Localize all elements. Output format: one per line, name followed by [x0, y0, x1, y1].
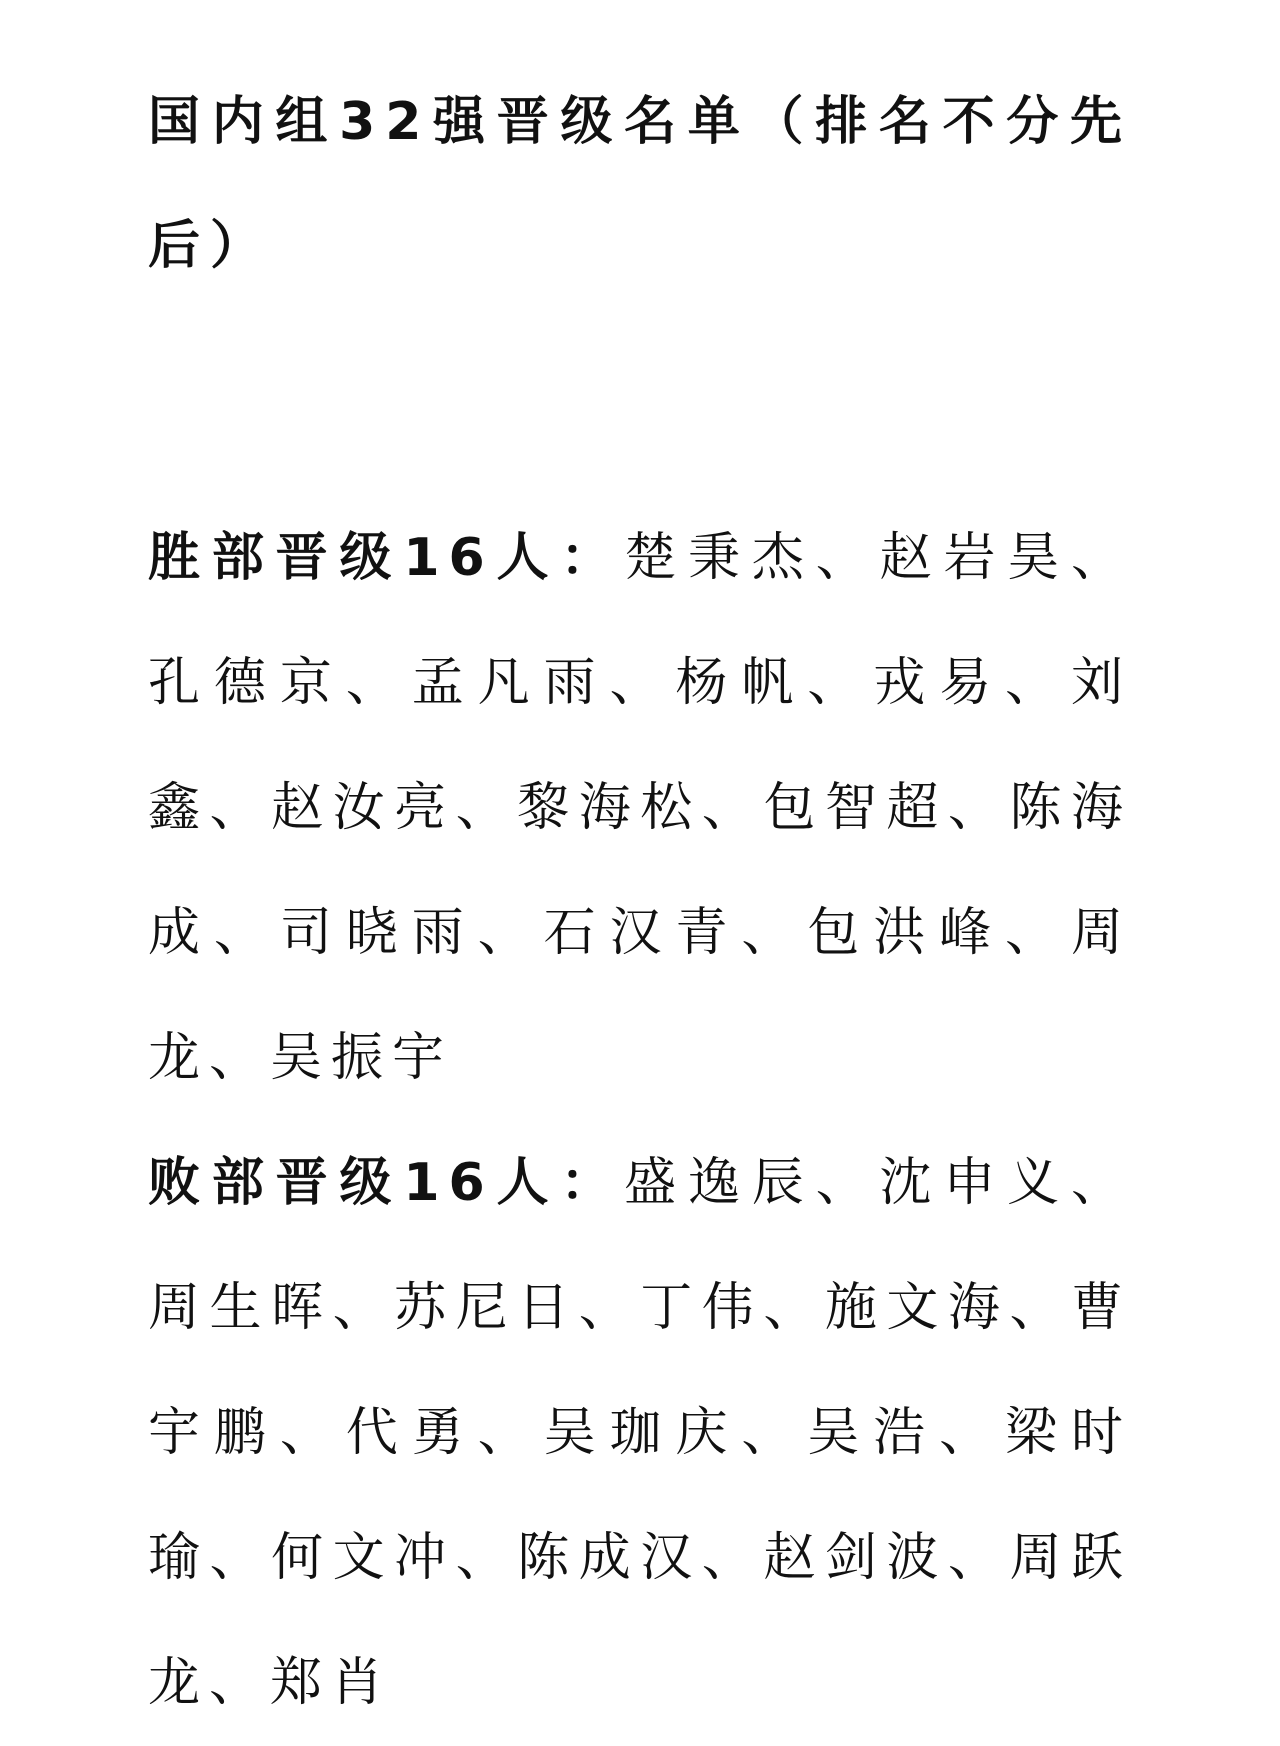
article-title: 国内组32强晋级名单（排名不分先后） — [148, 92, 1132, 276]
losers-paragraph — [148, 1121, 1132, 1746]
losers-names: 盛逸辰、沈申义、周生晖、苏尼日、丁伟、施文海、曹宇鹏、代勇、吴珈庆、吴浩、梁时瑜、何文冲、陈成汉、赵剑波、周跃龙、郑肖 — [148, 1153, 1132, 1713]
article-body — [148, 60, 1132, 1746]
blank-spacer — [148, 308, 1132, 496]
winners-paragraph — [148, 496, 1132, 1121]
losers-label: 败部晋级16人： — [148, 1153, 625, 1213]
winners-label: 胜部晋级16人： — [148, 528, 625, 588]
winners-names: 楚秉杰、赵岩昊、孔德京、孟凡雨、杨帆、戎易、刘鑫、赵汝亮、黎海松、包智超、陈海成、司晓雨、石汉青、包洪峰、周龙、吴振宇 — [148, 528, 1132, 1088]
